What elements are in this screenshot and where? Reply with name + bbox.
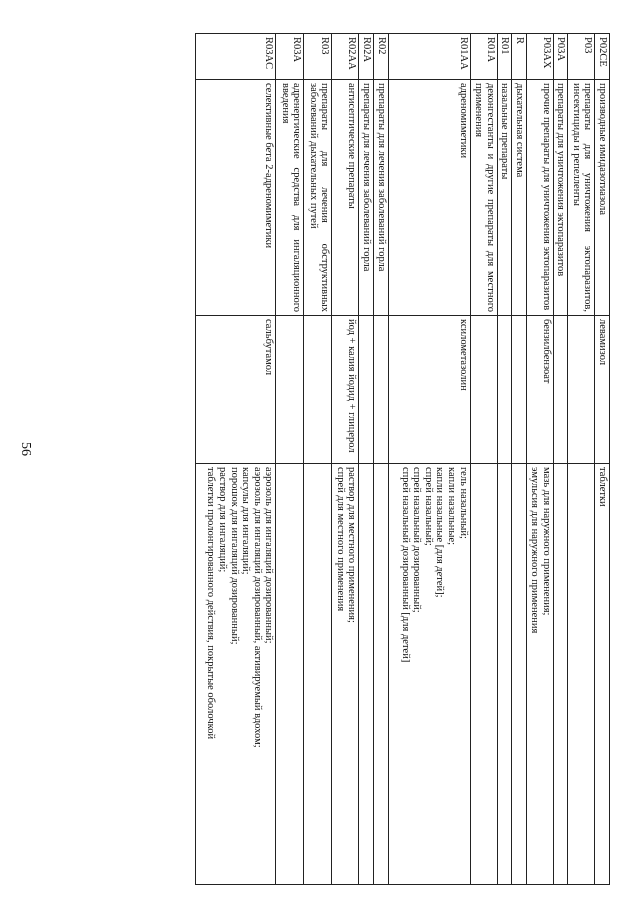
anatomic-therapeutic-group-cell: селективные бета 2-адреномиметики (196, 80, 276, 316)
substance-cell (470, 316, 497, 464)
dosage-form-item: капли назальные; (446, 467, 458, 546)
dosage-form-item: спрей назальный дозированный [для детей] (399, 467, 411, 663)
table-row (526, 34, 553, 885)
atc-code-cell: P02CE (595, 34, 610, 80)
atc-code-cell: R01A (470, 34, 497, 80)
dosage-forms-cell (568, 464, 595, 885)
dosage-form-item: раствор для местного применения; (346, 467, 358, 623)
anatomic-therapeutic-group-cell: адренергические средства для ингаляционного введения (276, 80, 304, 316)
dosage-forms-cell (470, 464, 497, 885)
substance-cell (276, 316, 304, 464)
atc-code-cell: R01 (497, 34, 512, 80)
dosage-forms-cell (512, 464, 527, 885)
anatomic-therapeutic-group-cell: прочие препараты для уничтожения эктопаразитов (526, 80, 553, 316)
atc-code-cell: P03A (553, 34, 568, 80)
dosage-form-item: мазь для наружного применения; (540, 467, 552, 616)
anatomic-therapeutic-group-cell: антисептические препараты (332, 80, 359, 316)
anatomic-therapeutic-group-cell: препараты для лечения заболеваний горла (374, 80, 389, 316)
atc-code-cell: P03AX (526, 34, 553, 80)
table-row (374, 34, 389, 885)
substance-cell: сальбутамол (196, 316, 276, 464)
atc-code-cell: R03AC (196, 34, 276, 80)
substance-cell: левамизол (595, 316, 610, 464)
dosage-form-item: аэрозоль для ингаляций дозированный; (263, 467, 275, 644)
atc-code-cell: R (512, 34, 527, 80)
anatomic-therapeutic-group-cell: препараты для лечения обструктивных заболеваний дыхательных путей (304, 80, 332, 316)
atc-code-cell: P03 (568, 34, 595, 80)
substance-cell: бензилбензоат (526, 316, 553, 464)
dosage-form-item: раствор для ингаляций; (217, 467, 229, 573)
dosage-forms-cell (374, 464, 389, 885)
dosage-forms-cell (497, 464, 512, 885)
table-row (332, 34, 359, 885)
table-row (196, 34, 276, 885)
substance-cell (374, 316, 389, 464)
anatomic-therapeutic-group-cell: препараты для уничтожения эктопаразитов (553, 80, 568, 316)
table-row (512, 34, 527, 885)
dosage-forms-cell (526, 464, 553, 885)
dosage-form-item: порошок для ингаляций дозированный; (228, 467, 240, 645)
anatomic-therapeutic-group-cell: производные имидазотиазола (595, 80, 610, 316)
dosage-forms-cell (304, 464, 332, 885)
dosage-form-item: капли назальные [для детей]; (434, 467, 446, 598)
anatomic-therapeutic-group-cell: назальные препараты (497, 80, 512, 316)
dosage-form-item: капсулы для ингаляций; (240, 467, 252, 575)
substance-cell: ксилометазолин (388, 316, 470, 464)
dosage-form-item: спрей назальный дозированный; (411, 467, 423, 613)
dosage-forms-cell (595, 464, 610, 885)
table-row (595, 34, 610, 885)
dosage-form-item: спрей назальный; (422, 467, 434, 546)
table-row (359, 34, 374, 885)
atc-code-cell: R03 (304, 34, 332, 80)
substance-cell (359, 316, 374, 464)
table-row (388, 34, 470, 885)
page-number: 56 (18, 442, 33, 456)
atc-code-cell: R01AA (388, 34, 470, 80)
dosage-forms-cell (553, 464, 568, 885)
dosage-forms-cell (276, 464, 304, 885)
dosage-forms-cell (388, 464, 470, 885)
dosage-forms-cell (359, 464, 374, 885)
substance-cell: йод + калия йодид + глицерол (332, 316, 359, 464)
table-row (304, 34, 332, 885)
dosage-form-item: эмульсия для наружного применения (529, 467, 541, 634)
table-row (497, 34, 512, 885)
table-row (470, 34, 497, 885)
atc-code-cell: R03A (276, 34, 304, 80)
dosage-form-item: таблетки (597, 467, 608, 507)
table-row (568, 34, 595, 885)
dosage-form-item: спрей для местного применения (334, 467, 346, 612)
anatomic-therapeutic-group-cell: препараты для лечения заболеваний горла (359, 80, 374, 316)
substance-cell (497, 316, 512, 464)
table-row (276, 34, 304, 885)
atc-code-cell: R02AA (332, 34, 359, 80)
substance-cell (512, 316, 527, 464)
dosage-forms-cell (332, 464, 359, 885)
atc-drug-table (195, 33, 610, 885)
atc-code-cell: R02 (374, 34, 389, 80)
table-row (553, 34, 568, 885)
substance-cell (304, 316, 332, 464)
dosage-form-item: аэрозоль для ингаляций дозированный, активируемый вдохом; (251, 467, 263, 748)
substance-cell (568, 316, 595, 464)
dosage-form-item: гель назальный; (457, 467, 469, 539)
rotated-table-container (110, 33, 610, 884)
anatomic-therapeutic-group-cell: деконгестанты и другие препараты для местного применения (470, 80, 497, 316)
anatomic-therapeutic-group-cell: препараты для уничтожения эктопаразитов, инсектициды и репелленты (568, 80, 595, 316)
dosage-form-item: таблетки пролонгированного действия, покрытые оболочкой (205, 467, 217, 740)
anatomic-therapeutic-group-cell: дыхательная система (512, 80, 527, 316)
anatomic-therapeutic-group-cell: адреномиметики (388, 80, 470, 316)
substance-cell (553, 316, 568, 464)
dosage-forms-cell (196, 464, 276, 885)
atc-code-cell: R02A (359, 34, 374, 80)
